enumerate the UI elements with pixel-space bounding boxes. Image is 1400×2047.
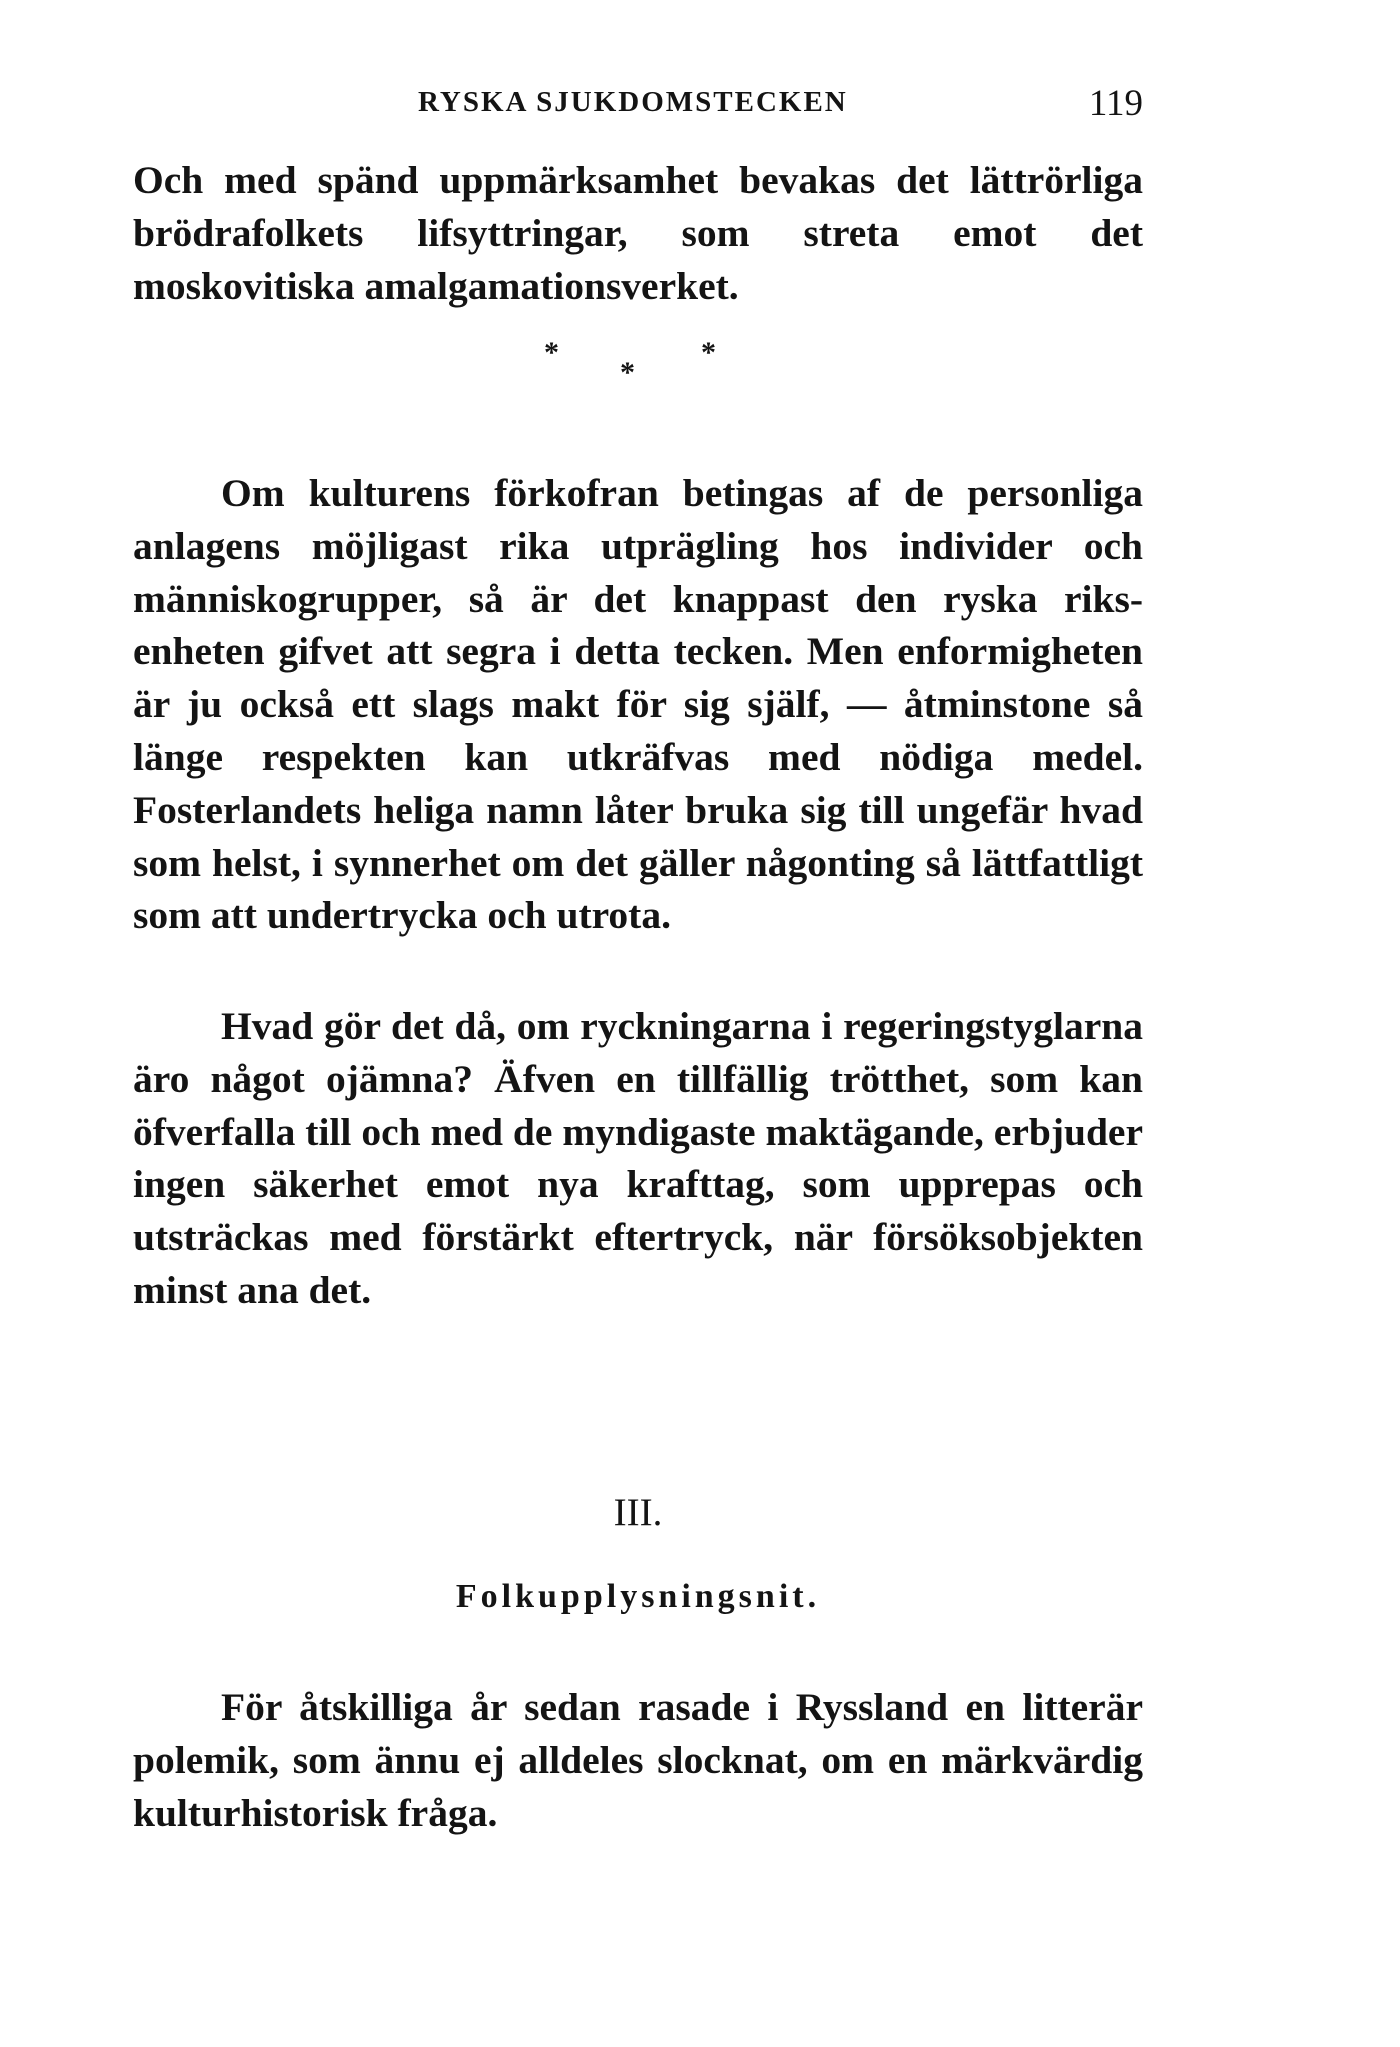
paragraph-kulturens: Om kulturens förkofran betingas af de personliga anlagens möjligast rika utprägling hos individer och människogrupper, så är det knappast den ryska riksenheten gifvet att segra i detta tecken. Men enformigheten är ju också ett slags makt för sig själf, — åtminstone så länge respekten kan utkräfvas med nödiga medel. Fosterlandets heliga namn låter bruka sig till ungefär hvad som helst, i synnerhet om det gäller någonting så lättfattligt som att undertrycka och utrota.	[133, 471, 1143, 938]
chapter-number: III.	[613, 1491, 663, 1534]
page-header	[133, 82, 1143, 128]
page-number: 119	[1088, 83, 1143, 124]
running-title: RYSKA SJUKDOMSTECKEN	[418, 86, 848, 118]
asterisk-3: *	[701, 336, 716, 369]
book-page	[133, 0, 1143, 2047]
asterisk-2: *	[620, 356, 635, 389]
paragraph-continuation: Och med spänd uppmärksamhet bevakas det lättrörliga brödrafolkets lifsyttringar, som streta emot det moskovitiska amalgamationsverket.	[133, 158, 1143, 308]
paragraph-hvad-gor: Hvad gör det då, om ryckningarna i regeringstyglarna äro något ojämna? Äfven en tillfällig trötthet, som kan öfverfalla till och med de myndigaste maktägande, erbjuder ingen säkerhet emot nya krafttag, som upprepas och utsträckas med förstärkt eftertryck, när försöksobjekten minst ana det.	[133, 1004, 1143, 1312]
chapter-title: Folkupplysningsnit.	[455, 1578, 821, 1615]
section-break-asterism	[133, 338, 1143, 398]
paragraph-for-atskilliga: För åtskilliga år sedan rasade i Ryssland en litterär polemik, som ännu ej alldeles slocknat, om en märkvärdig kulturhistorisk fråga.	[133, 1685, 1143, 1835]
asterisk-1: *	[544, 336, 559, 369]
